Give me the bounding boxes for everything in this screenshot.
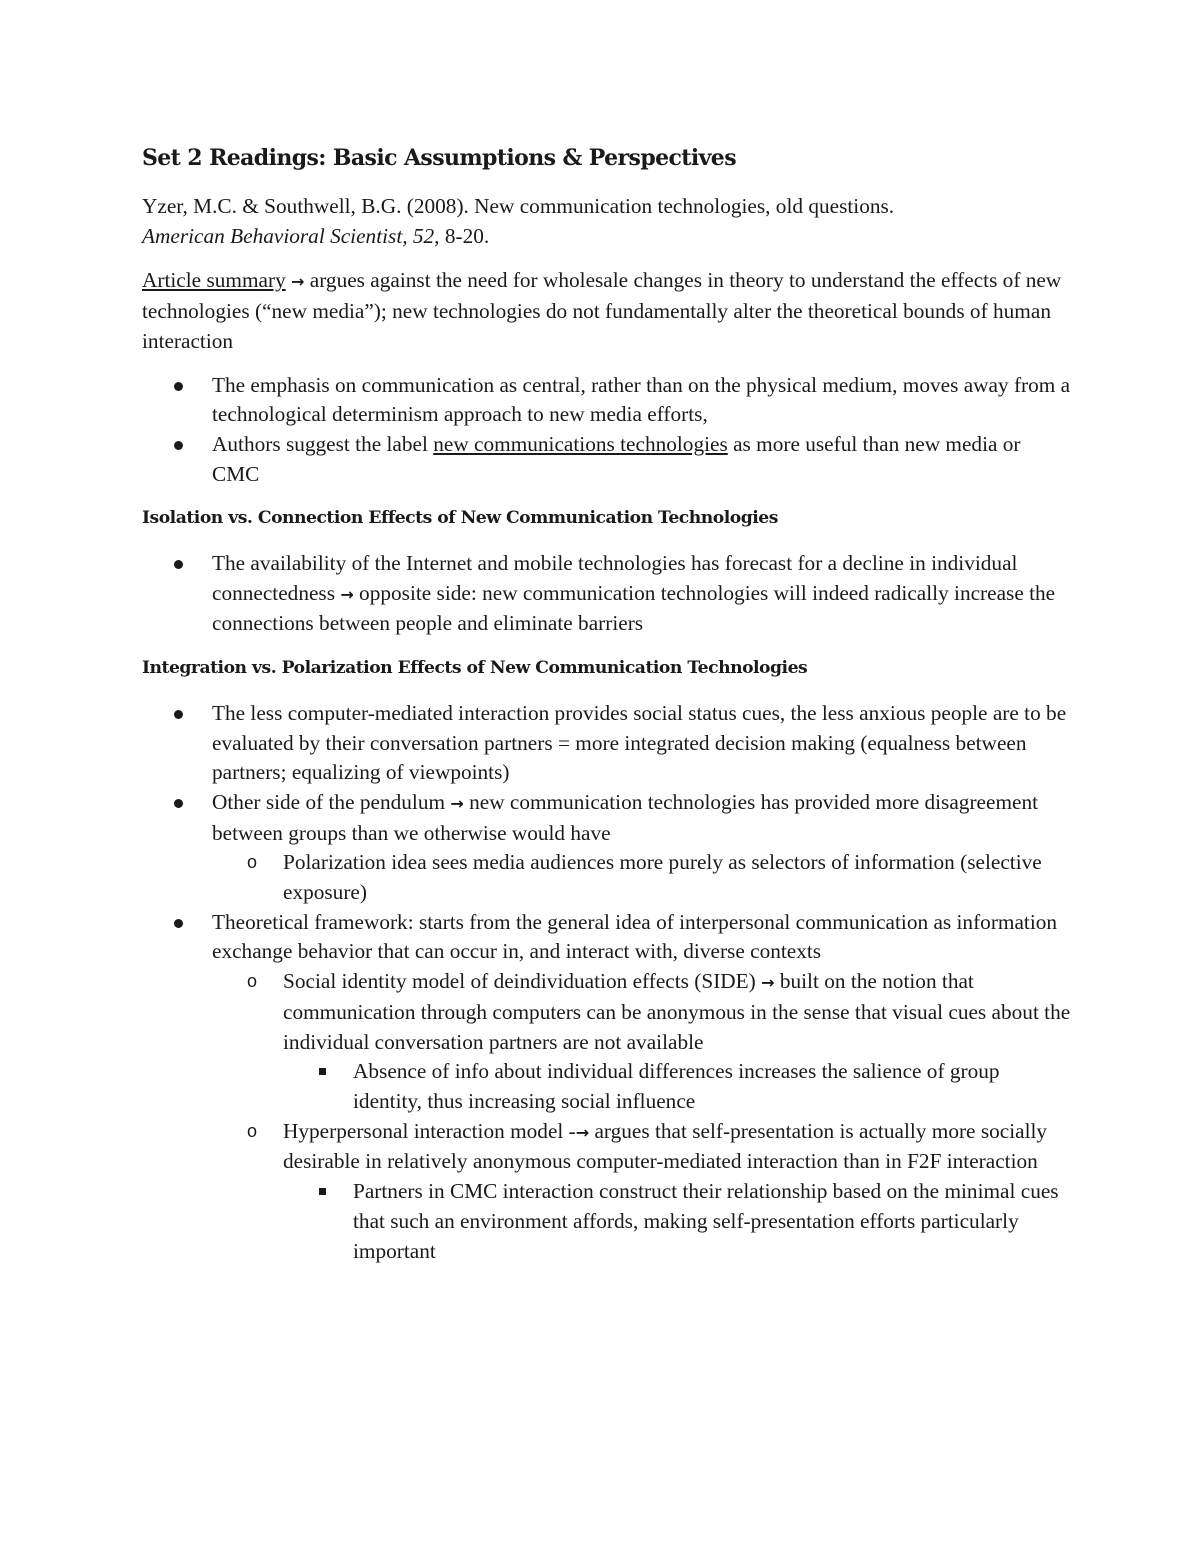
square-bullet-icon	[319, 1188, 326, 1195]
bullet-icon	[174, 710, 183, 719]
list-item	[212, 967, 1072, 1117]
list-item	[142, 699, 1072, 788]
list-item	[142, 788, 1072, 908]
right-arrow-icon: →	[340, 584, 354, 604]
list-item-text: new communication technologies has provided more disagreement between groups than we otherwise would have	[212, 789, 1039, 845]
right-arrow-icon: →	[450, 793, 464, 813]
list-item	[142, 908, 1072, 1266]
list-item-text: The less computer-mediated interaction provides social status cues, the less anxious people are to be evaluated by their conversation partners = more integrated decision making (equalness between partners; equalizing of viewpoints)	[212, 700, 1067, 785]
list-item-text: Hyperpersonal interaction model -	[283, 1118, 576, 1143]
circle-bullet-icon: o	[247, 852, 258, 873]
bullet-icon	[174, 799, 183, 808]
citation-authors: Yzer, M.C. & Southwell, B.G. (2008). New communication technologies, old questions.	[142, 194, 895, 218]
list-item-text: Theoretical framework: starts from the general idea of interpersonal communication as information exchange behavior that can occur in, and interact with, diverse contexts	[212, 909, 1058, 964]
bullet-icon	[174, 919, 183, 928]
list-item-text: opposite side: new communication technologies will indeed radically increase the connections between people and eliminate barriers	[212, 580, 1056, 636]
bullet-icon	[174, 382, 183, 391]
sub-bullet-list	[212, 848, 1072, 907]
list-item-text: The emphasis on communication as central, rather than on the physical medium, moves away from a technological determinism approach to new media efforts,	[212, 372, 1071, 427]
right-arrow-icon: →	[761, 973, 775, 993]
list-item-text: as more useful than new media or CMC	[212, 431, 1021, 486]
bullet-icon	[174, 441, 183, 450]
sub-sub-bullet-list	[283, 1057, 1072, 1116]
bullet-icon	[174, 560, 183, 569]
list-item-text: Other side of the pendulum	[212, 789, 451, 814]
list-item	[142, 430, 1072, 489]
circle-bullet-icon: o	[247, 971, 258, 992]
section-heading-isolation: Isolation vs. Connection Effects of New Communication Technologies	[142, 508, 778, 529]
list-item-text: Authors suggest the label	[212, 431, 434, 456]
citation	[142, 192, 1072, 251]
list-item-text: The availability of the Internet and mobile technologies has forecast for a decline in individual connectedness	[212, 551, 1018, 605]
list-item	[212, 1117, 1072, 1267]
right-arrow-icon: →	[291, 272, 305, 292]
page-title: Set 2 Readings: Basic Assumptions & Perspectives	[142, 145, 736, 171]
article-summary	[142, 266, 1072, 356]
list-item	[142, 371, 1072, 430]
right-arrow-icon: →	[575, 1122, 590, 1142]
circle-bullet-icon: o	[247, 1120, 258, 1141]
list-item-text: Absence of info about individual differences increases the salience of group identity, thus increasing social influence	[353, 1059, 1000, 1113]
citation-pages: 8-20.	[439, 223, 490, 248]
list-item-text: built on the notion that communication through computers can be anonymous in the sense that visual cues about the individual conversation partners are not available	[283, 969, 1071, 1054]
list-item-text: argues that self-presentation is actually more socially desirable in relatively anonymous computer-mediated interaction than in F2F interaction	[283, 1118, 1048, 1174]
list-item-text: Social identity model of deindividuation effects (SIDE)	[283, 969, 762, 994]
list-item	[283, 1177, 1072, 1266]
sub-bullet-list	[212, 967, 1072, 1266]
list-item	[212, 848, 1072, 907]
sub-sub-bullet-list	[283, 1177, 1072, 1266]
summary-text: argues against the need for wholesale changes in theory to understand the effects of new technologies (“new media”); new technologies do not fundamentally alter the theoretical bounds of human interaction	[142, 268, 1062, 353]
list-item	[142, 549, 1072, 639]
list-item-text: Partners in CMC interaction construct their relationship based on the minimal cues that such an environment affords, making self-presentation efforts particularly important	[353, 1179, 1059, 1263]
isolation-bullet-list	[142, 549, 1072, 639]
section-heading-integration: Integration vs. Polarization Effects of New Communication Technologies	[142, 658, 808, 679]
citation-journal: American Behavioral Scientist, 52,	[142, 223, 440, 248]
intro-bullet-list	[142, 371, 1072, 490]
list-item	[283, 1057, 1072, 1116]
list-item-text: Polarization idea sees media audiences more purely as selectors of information (selective exposure)	[283, 850, 1042, 905]
document-page	[142, 140, 1072, 1281]
integration-bullet-list	[142, 699, 1072, 1266]
underlined-term: new communications technologies	[433, 431, 728, 456]
summary-label: Article summary	[142, 268, 286, 293]
square-bullet-icon	[319, 1068, 326, 1075]
